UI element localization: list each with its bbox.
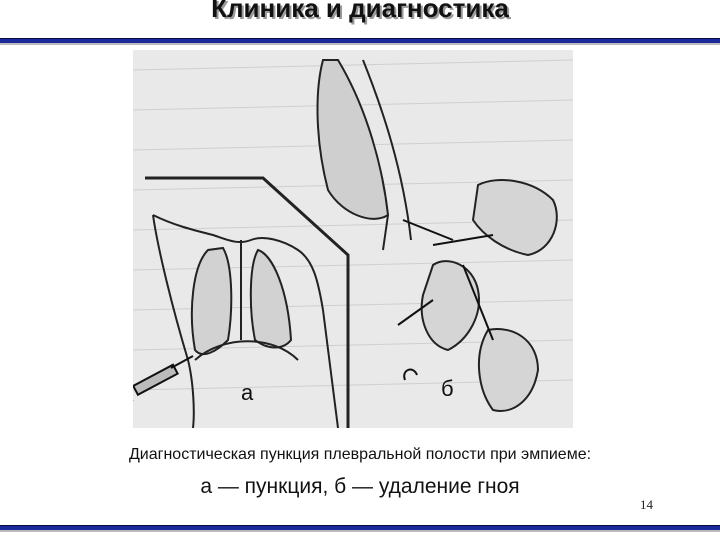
slide-title: Клиника и диагностика bbox=[211, 0, 509, 23]
page-number: 14 bbox=[640, 497, 653, 512]
figure-label-b: б bbox=[441, 376, 454, 401]
pleural-puncture-illustration bbox=[133, 50, 573, 428]
figure-caption-line-2: а — пункция, б — удаление гноя bbox=[200, 475, 520, 498]
title-underline bbox=[0, 38, 720, 45]
figure-label-a: а bbox=[241, 380, 254, 405]
figure-caption-line-1: Диагностическая пункция плевральной полости при эмпиеме: bbox=[128, 446, 592, 463]
footer-rule bbox=[0, 525, 720, 532]
